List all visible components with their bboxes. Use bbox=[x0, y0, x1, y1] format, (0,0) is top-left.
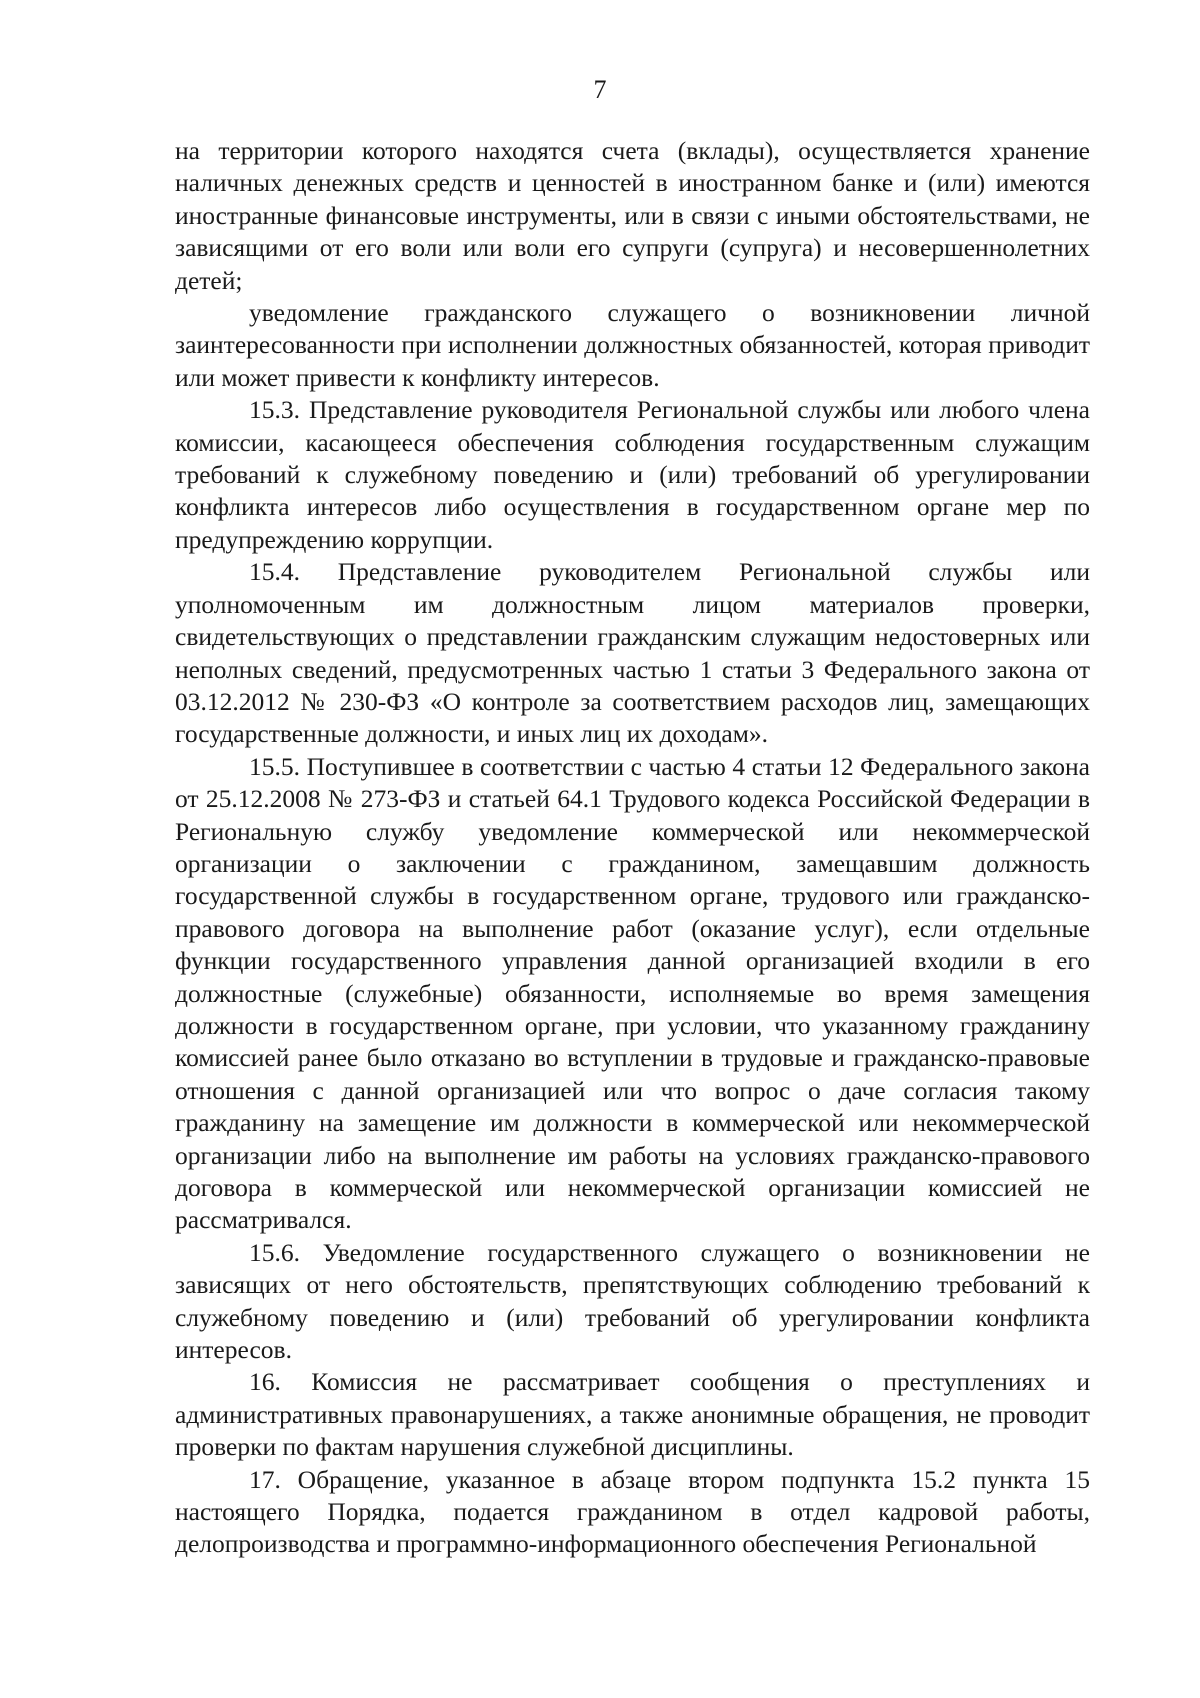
paragraph-15-4: 15.4. Представление руководителем Региональной службы или уполномоченным им должностным лицом материалов проверки, свидетельствующих о представлении гражданским служащим недостоверных или неполных сведений, предусмотренных частью 1 статьи 3 Федерального закона от 03.12.2012 № 230-ФЗ «О контроле за соответствием расходов лиц, замещающих государственные должности, и иных лиц их доходам». bbox=[175, 557, 1090, 749]
paragraph-16: 16. Комиссия не рассматривает сообщения о преступлениях и административных правонарушениях, а также анонимные обращения, не проводит проверки по фактам нарушения служебной дисциплины. bbox=[175, 1367, 1090, 1462]
document-body bbox=[175, 135, 1090, 1561]
page-number: 7 bbox=[593, 75, 607, 104]
paragraph-17: 17. Обращение, указанное в абзаце втором подпункта 15.2 пункта 15 настоящего Порядка, подается гражданином в отдел кадровой работы, делопроизводства и программно-информационного обеспечения Региональной bbox=[175, 1464, 1090, 1559]
paragraph-15-3: 15.3. Представление руководителя Региональной службы или любого члена комиссии, касающееся обеспечения соблюдения государственным служащим требований к служебному поведению и (или) требований об урегулировании конфликта интересов либо осуществления в государственном органе мер по предупреждению коррупции. bbox=[175, 395, 1090, 554]
paragraph-15-6: 15.6. Уведомление государственного служащего о возникновении не зависящих от него обстоятельств, препятствующих соблюдению требований к служебному поведению и (или) требований об урегулировании конфликта интересов. bbox=[175, 1237, 1090, 1365]
paragraph-continuation: на территории которого находятся счета (вклады), осуществляется хранение наличных денежных средств и ценностей в иностранном банке и (или) имеются иностранные финансовые инструменты, или в связи с иными обстоятельствами, не зависящими от его воли или воли его супруги (супруга) и несовершеннолетних детей; bbox=[175, 136, 1090, 295]
paragraph-notice-personal-interest: уведомление гражданского служащего о возникновении личной заинтересованности при исполнении должностных обязанностей, которая приводит или может привести к конфликту интересов. bbox=[175, 298, 1090, 392]
paragraph-15-5: 15.5. Поступившее в соответствии с частью 4 статьи 12 Федерального закона от 25.12.2008 № 273-ФЗ и статьей 64.1 Трудового кодекса Российской Федерации в Региональную службу уведомление коммерческой или некоммерческой организации о заключении с гражданином, замещавшим должность государственной службы в государственном органе, трудового или гражданско-правового договора на выполнение работ (оказание услуг), если отдельные функции государственного управления данной организацией входили в его должностные (служебные) обязанности, исполняемые во время замещения должности в государственном органе, при условии, что указанному гражданину комиссией ранее было отказано во вступлении в трудовые и гражданско-правовые отношения с данной организацией или что вопрос о даче согласия такому гражданину на замещение им должности в коммерческой или некоммерческой организации либо на выполнение им работы на условиях гражданско-правового договора в коммерческой или некоммерческой организации комиссией не рассматривался. bbox=[175, 751, 1090, 1235]
